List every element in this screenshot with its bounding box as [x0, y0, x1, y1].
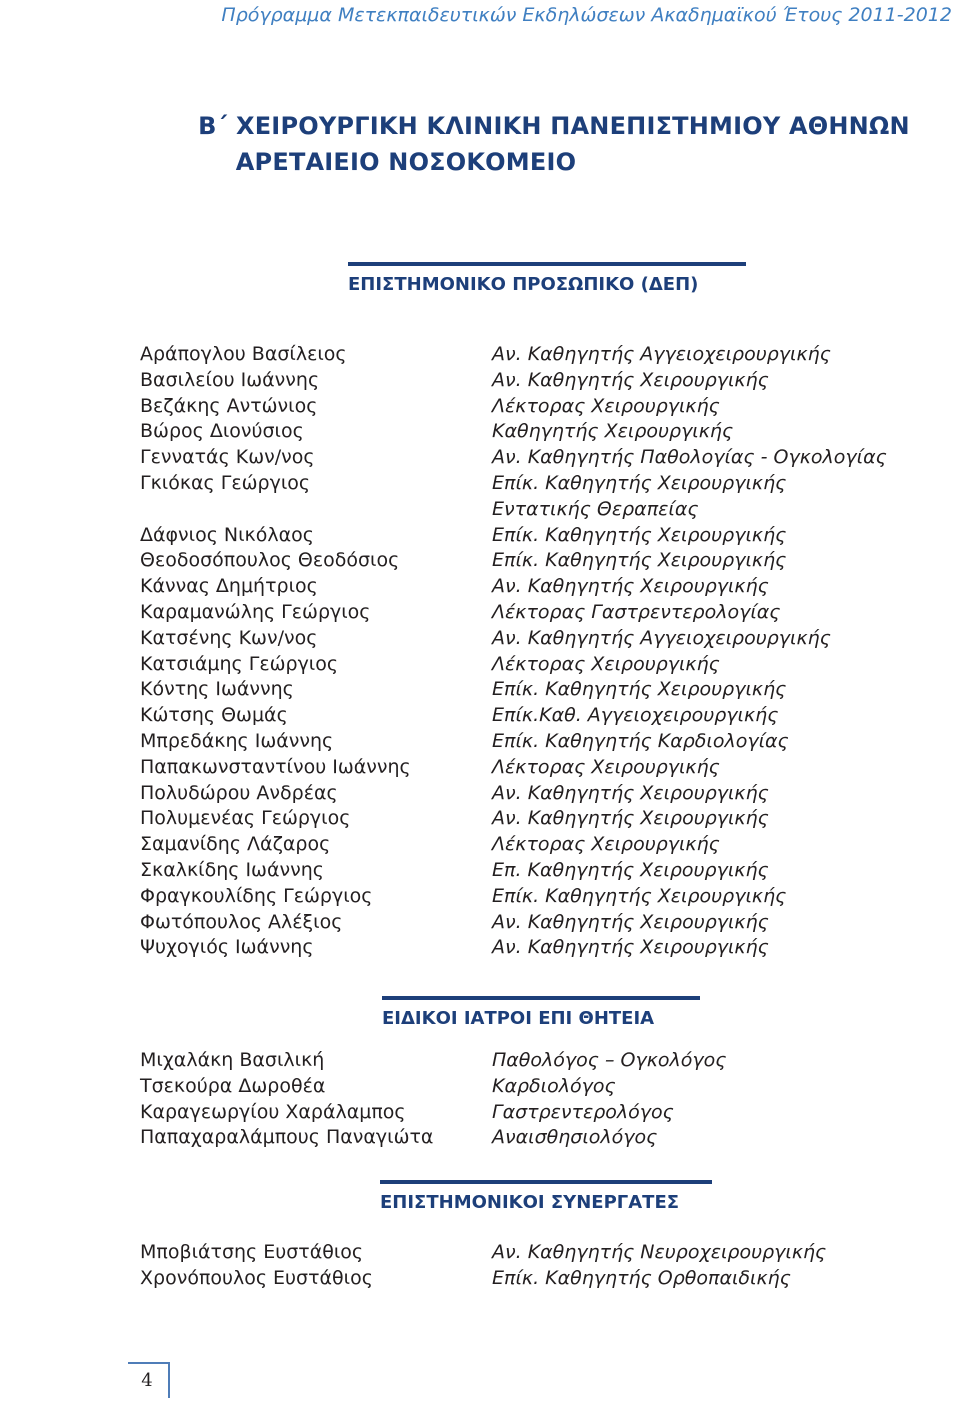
person-name: Κάννας Δημήτριος — [140, 575, 318, 598]
person-name: Βώρος Διονύσιος — [140, 420, 304, 443]
person-name: Δάφνιος Νικόλαος — [140, 523, 314, 546]
person-name: Παπακωνσταντίνου Ιωάννης — [140, 755, 411, 778]
person-title: Επίκ. Καθηγητής Χειρουργικής — [492, 471, 787, 494]
specialists-titles-list — [492, 1048, 726, 1151]
person-title: Λέκτορας Χειρουργικής — [492, 394, 720, 417]
person-title: Αν. Καθηγητής Χειρουργικής — [492, 910, 769, 933]
person-name: Βασιλείου Ιωάννης — [140, 368, 320, 391]
person-title: Επ. Καθηγητής Χειρουργικής — [492, 858, 769, 881]
person-name: Σκαλκίδης Ιωάννης — [140, 858, 324, 881]
person-name: Κόντης Ιωάννης — [140, 678, 294, 701]
person-title: Αν. Καθηγητής Χειρουργικής — [492, 368, 769, 391]
person-title: Αν. Καθηγητής Χειρουργικής — [492, 807, 769, 830]
person-title: Παθολόγος – Ογκολόγος — [492, 1049, 727, 1071]
specialists-names-list — [140, 1048, 433, 1151]
person-title: Επίκ. Καθηγητής Χειρουργικής — [492, 678, 787, 701]
person-name: Μιχαλάκη Βασιλική — [140, 1049, 325, 1071]
collaborators-names-list — [140, 1240, 373, 1292]
person-title: Καρδιολόγος — [492, 1074, 616, 1097]
person-title: Λέκτορας Γαστρεντερολογίας — [492, 600, 781, 623]
person-title: Λέκτορας Χειρουργικής — [492, 652, 720, 675]
person-name: Μποβιάτσης Ευστάθιος — [140, 1241, 364, 1263]
section-heading-text: ΕΙΔΙΚΟΙ ΙΑΤΡΟΙ ΕΠΙ ΘΗΤΕΙΑ — [382, 1008, 655, 1029]
person-name: Βεζάκης Αντώνιος — [140, 394, 318, 417]
person-title: Λέκτορας Χειρουργικής — [492, 755, 720, 778]
person-name: Πολυμενέας Γεώργιος — [140, 807, 351, 830]
section-heading-specialists — [382, 996, 700, 1029]
person-title: Γαστρεντερολόγος — [492, 1100, 674, 1123]
person-title: Καθηγητής Χειρουργικής — [492, 420, 734, 443]
person-title: Αναισθησιολόγος — [492, 1126, 658, 1149]
person-name: Γκιόκας Γεώργιος — [140, 471, 311, 494]
dep-titles-list — [492, 342, 887, 961]
person-title: Αν. Καθηγητής Χειρουργικής — [492, 575, 769, 598]
person-name: Φραγκουλίδης Γεώργιος — [140, 884, 373, 907]
section-rule — [382, 996, 700, 1000]
person-name: Γεννατάς Κων/νος — [140, 446, 315, 469]
program-header: Πρόγραμμα Μετεκπαιδευτικών Εκδηλώσεων Ακαδημαϊκού Έτους 2011-2012 — [221, 4, 952, 26]
person-name: Ψυχογιός Ιωάννης — [140, 936, 314, 959]
page-number-box — [128, 1362, 170, 1398]
person-title: Επίκ. Καθηγητής Χειρουργικής — [492, 523, 787, 546]
person-name: Μπρεδάκης Ιωάννης — [140, 729, 334, 752]
person-name: Τσεκούρα Δωροθέα — [140, 1074, 326, 1097]
person-title: Αν. Καθηγητής Παθολογίας - Ογκολογίας — [492, 446, 887, 469]
section-heading-collaborators — [380, 1180, 712, 1213]
person-title: Επίκ. Καθηγητής Χειρουργικής — [492, 884, 787, 907]
person-name: Αράπογλου Βασίλειος — [140, 343, 347, 365]
person-name: Κώτσης Θωμάς — [140, 704, 288, 727]
section-heading-dep — [348, 262, 746, 295]
person-name: Φωτόπουλος Αλέξιος — [140, 910, 343, 933]
person-name: Χρονόπουλος Ευστάθιος — [140, 1266, 373, 1289]
person-title: Επίκ. Καθηγητής Ορθοπαιδικής — [492, 1266, 791, 1289]
person-name: Παπαχαραλάμπους Παναγιώτα — [140, 1126, 434, 1149]
dep-names-list — [140, 342, 411, 961]
person-title: Αν. Καθηγητής Αγγειοχειρουργικής — [492, 626, 831, 649]
person-title: Επίκ.Καθ. Αγγειοχειρουργικής — [492, 704, 779, 727]
person-name: Σαμανίδης Λάζαρος — [140, 833, 331, 856]
person-name: Θεοδοσόπουλος Θεοδόσιος — [140, 549, 400, 572]
collaborators-titles-list — [492, 1240, 826, 1292]
person-title: Λέκτορας Χειρουργικής — [492, 833, 720, 856]
person-name: Κατσένης Κων/νος — [140, 626, 318, 649]
page-number: 4 — [141, 1370, 153, 1391]
person-name: Κατσιάμης Γεώργιος — [140, 652, 339, 675]
person-title: Αν. Καθηγητής Χειρουργικής — [492, 781, 769, 804]
person-title: Αν. Καθηγητής Νευροχειρουργικής — [492, 1241, 827, 1263]
person-name: Καραγεωργίου Χαράλαμπος — [140, 1100, 406, 1123]
section-heading-text: ΕΠΙΣΤΗΜΟΝΙΚΟ ΠΡΟΣΩΠΙΚΟ (ΔΕΠ) — [348, 274, 699, 295]
hospital-title: ΑΡΕΤΑΙΕΙΟ ΝΟΣΟΚΟΜΕΙΟ — [235, 148, 577, 176]
clinic-title: Β΄ ΧΕΙΡΟΥΡΓΙΚΗ ΚΛΙΝΙΚΗ ΠΑΝΕΠΙΣΤΗΜΙΟΥ ΑΘΗΝΩΝ — [198, 112, 910, 140]
person-name — [140, 497, 411, 523]
section-rule — [380, 1180, 712, 1184]
person-title: Εντατικής Θεραπείας — [492, 497, 699, 520]
person-title: Αν. Καθηγητής Χειρουργικής — [492, 936, 769, 959]
person-title: Αν. Καθηγητής Αγγειοχειρουργικής — [492, 343, 831, 365]
section-heading-text: ΕΠΙΣΤΗΜΟΝΙΚΟΙ ΣΥΝΕΡΓΑΤΕΣ — [380, 1192, 680, 1213]
person-name: Καραμανώλης Γεώργιος — [140, 600, 371, 623]
person-title: Επίκ. Καθηγητής Καρδιολογίας — [492, 729, 789, 752]
person-name: Πολυδώρου Ανδρέας — [140, 781, 338, 804]
person-title: Επίκ. Καθηγητής Χειρουργικής — [492, 549, 787, 572]
section-rule — [348, 262, 746, 266]
